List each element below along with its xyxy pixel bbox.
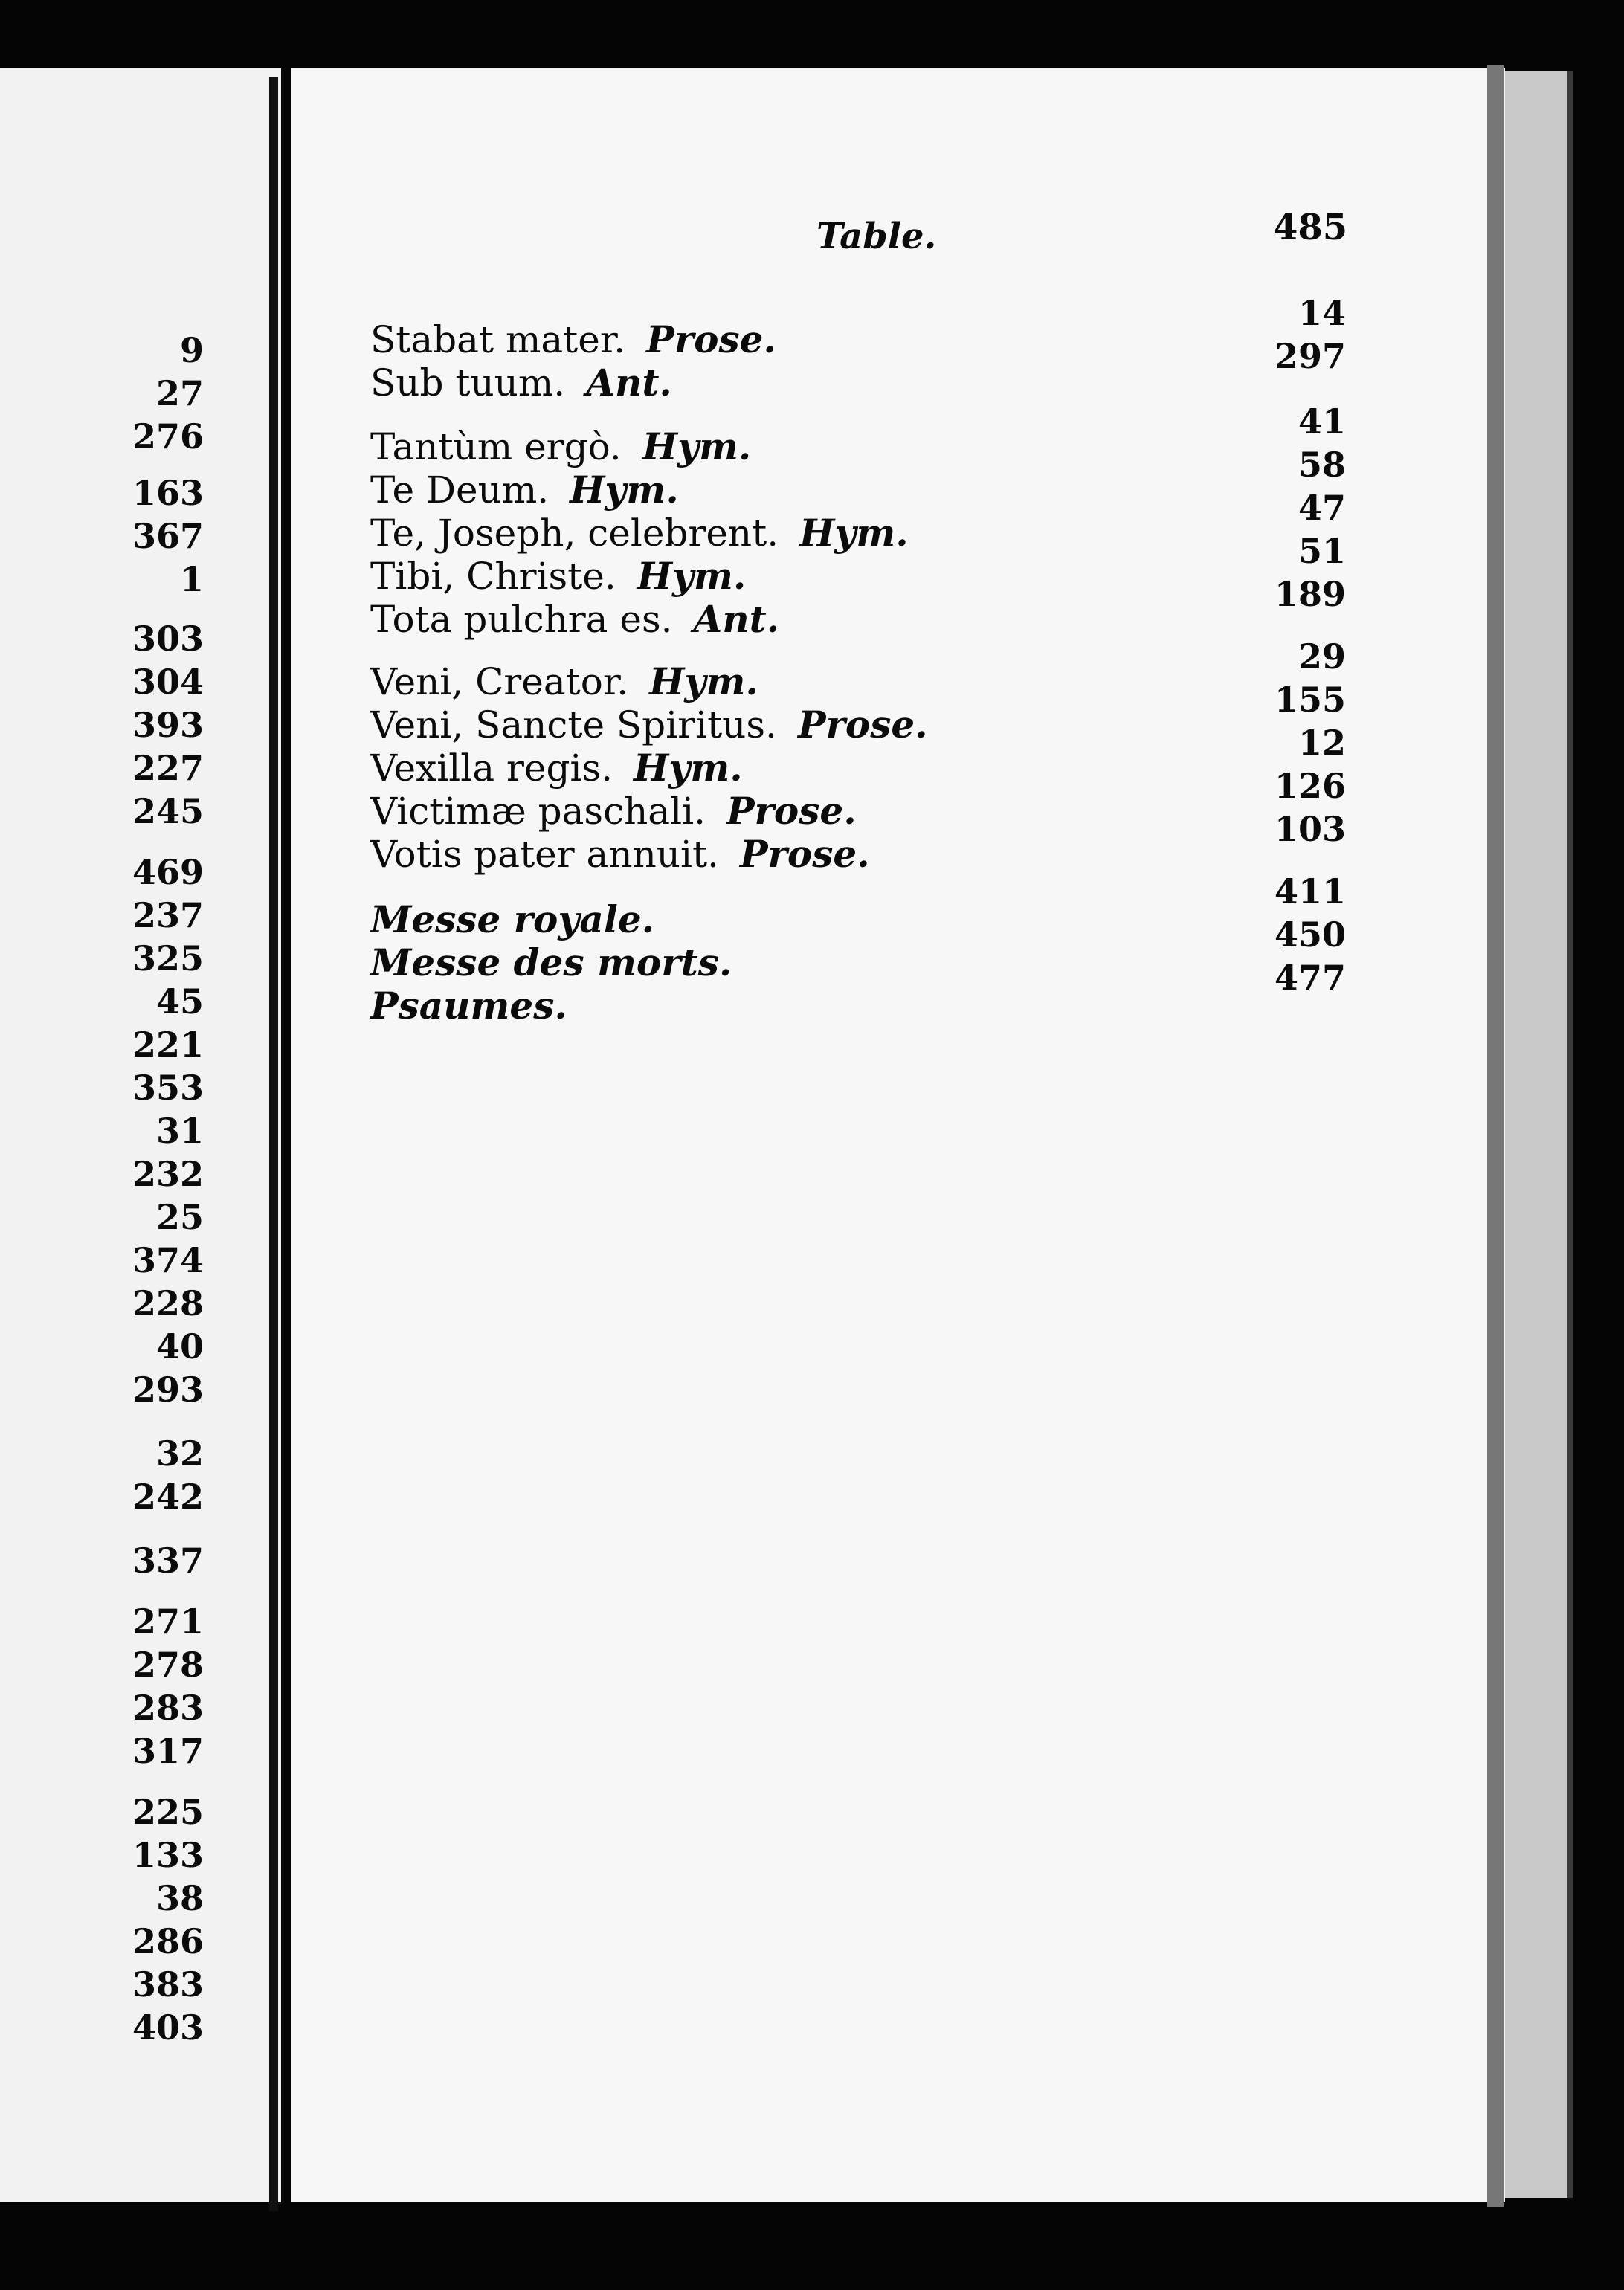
entry-kind: Hym. — [637, 554, 747, 598]
entry-page-number: 450 — [1274, 915, 1346, 955]
left-page-number: 393 — [132, 705, 204, 745]
entry-page-number: 51 — [1298, 531, 1346, 571]
entry-page-number: 189 — [1274, 574, 1346, 614]
left-page-number: 31 — [155, 1111, 204, 1151]
entry-page-number: 477 — [1274, 958, 1346, 998]
left-page-number: 27 — [155, 373, 204, 413]
left-page-number: 403 — [132, 2007, 204, 2048]
left-page-number: 276 — [132, 416, 204, 457]
book-gutter — [269, 77, 278, 2211]
entry-title: Te, Joseph, celebrent. — [370, 512, 779, 555]
index-entry — [370, 746, 743, 790]
entry-title: Stabat mater. — [370, 318, 626, 361]
entry-page-number: 126 — [1274, 766, 1346, 806]
entry-kind: Hym. — [634, 746, 743, 790]
entry-title: Psaumes. — [370, 984, 567, 1028]
left-page-number: 304 — [132, 662, 204, 702]
left-page-number: 242 — [132, 1477, 204, 1517]
index-entry — [370, 897, 655, 941]
index-entry — [370, 984, 567, 1028]
entry-page-number: 14 — [1298, 293, 1346, 333]
entry-kind: Ant. — [693, 597, 780, 641]
index-entry — [370, 789, 857, 833]
entry-title: Veni, Creator. — [370, 660, 629, 703]
entry-kind: Prose. — [797, 703, 928, 746]
left-page-number: 293 — [132, 1370, 204, 1410]
entry-title: Victimæ paschali. — [370, 790, 706, 833]
left-page-number: 367 — [132, 516, 204, 556]
index-entry — [370, 597, 780, 641]
left-page-number: 278 — [132, 1645, 204, 1685]
running-title: Table. — [816, 216, 937, 257]
entry-title: Veni, Sancte Spiritus. — [370, 703, 777, 746]
left-page-number: 237 — [132, 895, 204, 935]
entry-kind: Hym. — [642, 425, 752, 468]
index-entry — [370, 703, 928, 746]
entry-page-number: 103 — [1274, 809, 1346, 849]
left-page-number: 383 — [132, 1964, 204, 2004]
left-page-number: 337 — [132, 1541, 204, 1581]
entry-title: Tota pulchra es. — [370, 598, 673, 641]
left-page-number: 283 — [132, 1688, 204, 1728]
entry-kind: Ant. — [586, 361, 672, 404]
index-entry — [370, 361, 672, 404]
entry-title: Vexilla regis. — [370, 746, 613, 790]
left-page-number: 469 — [132, 852, 204, 892]
entry-title: Messe royale. — [370, 897, 655, 941]
entry-title: Messe des morts. — [370, 941, 732, 984]
left-page-number: 38 — [155, 1878, 204, 1918]
left-page-number: 9 — [179, 330, 204, 370]
entry-page-number: 29 — [1298, 636, 1346, 677]
left-page-number: 286 — [132, 1921, 204, 1961]
left-page-number: 225 — [132, 1792, 204, 1832]
left-page-number: 325 — [132, 938, 204, 978]
left-page-number: 163 — [132, 473, 204, 513]
entry-kind: Prose. — [646, 317, 776, 361]
page-edge-shadow — [1487, 65, 1504, 2207]
index-entry — [370, 317, 776, 361]
index-entry — [370, 832, 870, 876]
left-page-number: 228 — [132, 1283, 204, 1323]
page-stack-edge — [1505, 71, 1573, 2198]
page-number: 485 — [1273, 207, 1348, 248]
index-entry — [370, 511, 909, 555]
left-page-number: 25 — [155, 1197, 204, 1237]
entry-title: Te Deum. — [370, 468, 550, 512]
entry-kind: Hym. — [799, 511, 909, 555]
left-page-number: 32 — [155, 1433, 204, 1474]
entry-page-number: 47 — [1298, 488, 1346, 528]
left-page-number: 227 — [132, 748, 204, 788]
left-page-number: 317 — [132, 1731, 204, 1771]
index-entry — [370, 554, 747, 598]
left-page-number: 232 — [132, 1154, 204, 1194]
entry-page-number: 155 — [1274, 680, 1346, 720]
entry-kind: Hym. — [570, 468, 679, 512]
index-entry — [370, 425, 752, 468]
entry-title: Tibi, Christe. — [370, 555, 616, 598]
entry-page-number: 411 — [1274, 871, 1346, 912]
entry-page-number: 58 — [1298, 445, 1346, 485]
entry-kind: Prose. — [739, 832, 870, 876]
page-stack-border — [1567, 71, 1573, 2198]
left-page-number: 221 — [132, 1025, 204, 1065]
left-page-number: 133 — [132, 1835, 204, 1875]
index-entry — [370, 468, 679, 512]
left-page-number: 245 — [132, 791, 204, 831]
left-page-number: 40 — [155, 1326, 204, 1367]
entry-page-number: 12 — [1298, 723, 1346, 763]
entry-title: Tantùm ergò. — [370, 425, 622, 468]
left-page-number: 303 — [132, 619, 204, 659]
left-page-number: 374 — [132, 1240, 204, 1280]
left-page-number: 271 — [132, 1602, 204, 1642]
index-entry — [370, 659, 758, 703]
entry-title: Sub tuum. — [370, 361, 566, 404]
entry-title: Votis pater annuit. — [370, 833, 719, 876]
left-page-number: 45 — [155, 981, 204, 1022]
entry-page-number: 297 — [1274, 336, 1346, 376]
entry-kind: Prose. — [726, 789, 857, 833]
entry-kind: Hym. — [649, 659, 758, 703]
entry-page-number: 41 — [1298, 401, 1346, 442]
left-page-number: 353 — [132, 1068, 204, 1108]
left-page-number: 1 — [179, 559, 204, 599]
index-entry — [370, 941, 732, 984]
